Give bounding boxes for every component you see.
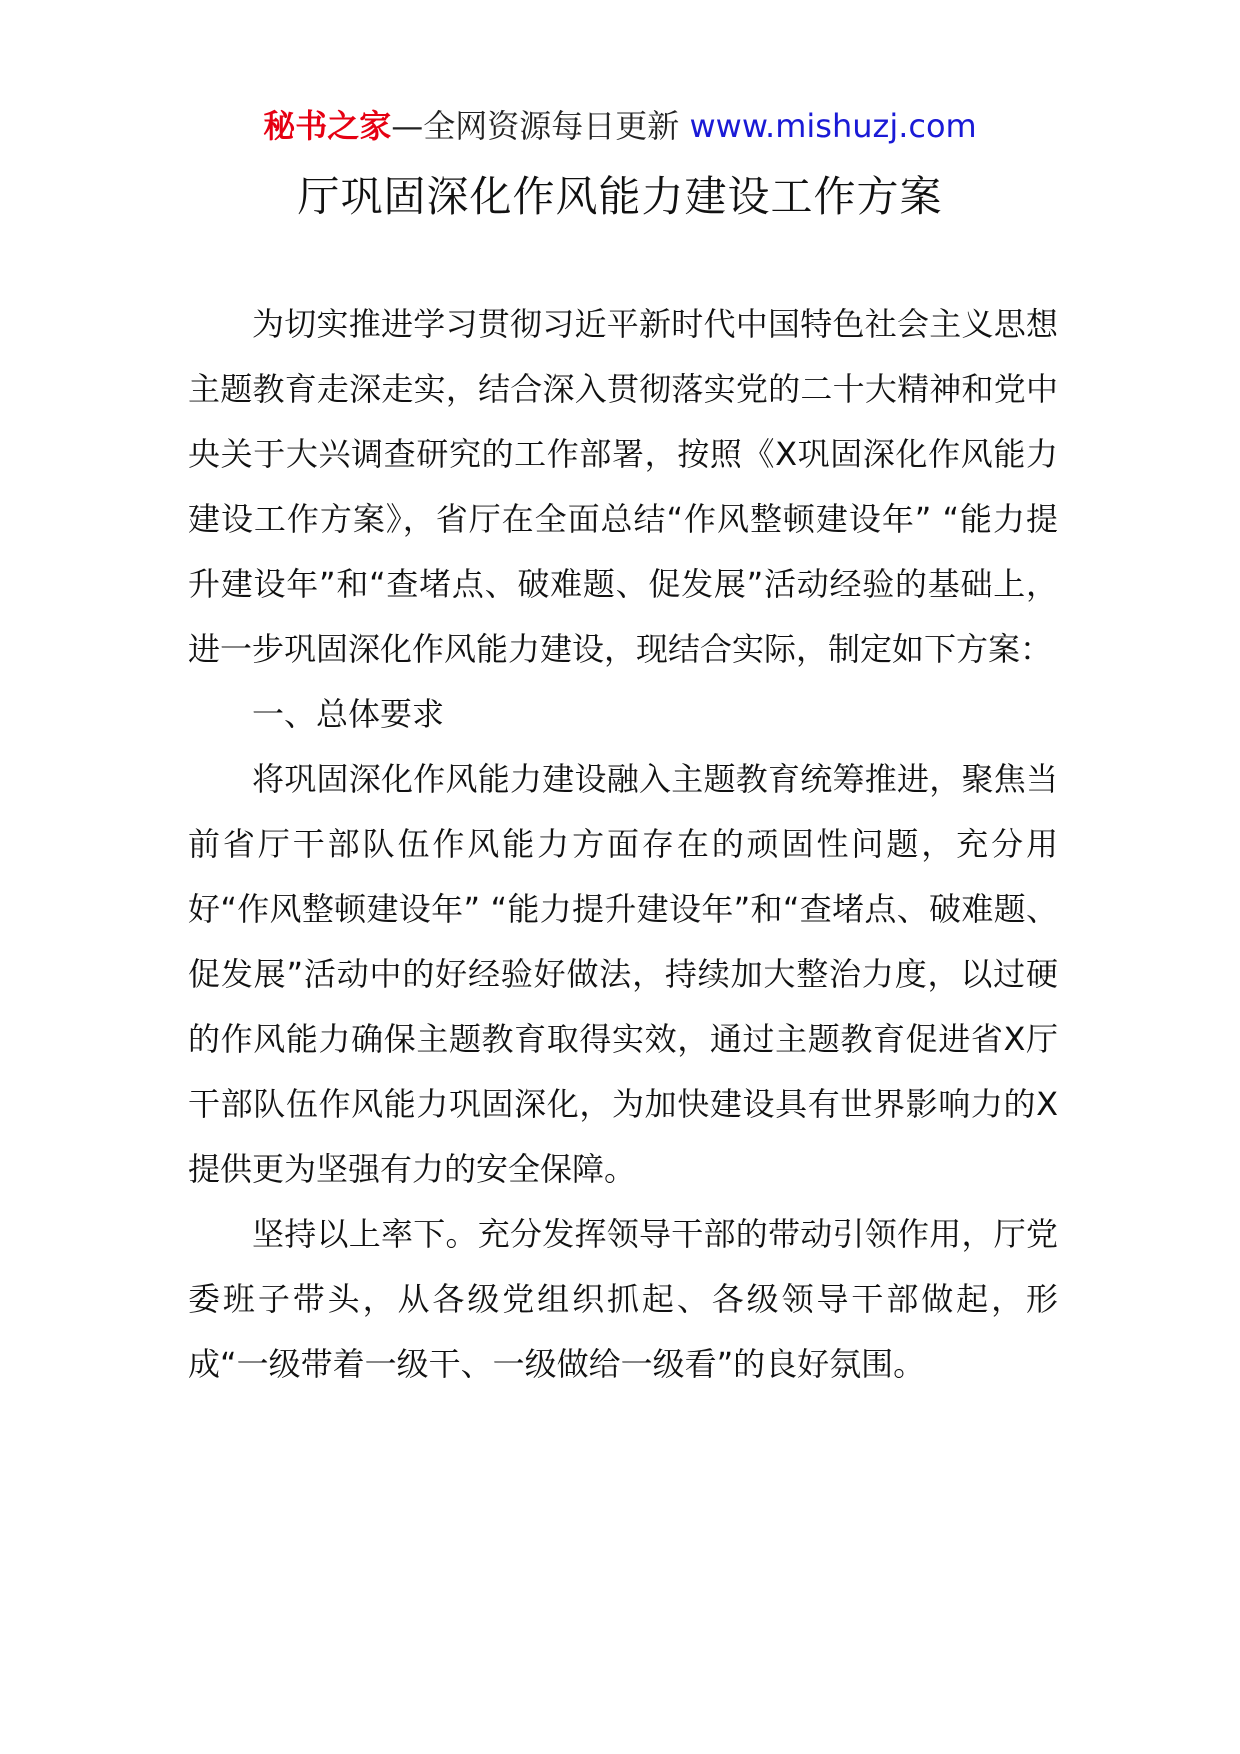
document-title: 厅巩固深化作风能力建设工作方案 bbox=[297, 172, 943, 221]
leadership-principle-paragraph: 坚持以上率下。充分发挥领导干部的带动引领作用，厅党委班子带头，从各级党组织抓起、各级领导干部做起，形成“一级带着一级干、一级做给一级看”的良好氛围。 bbox=[188, 1215, 1058, 1383]
document-body bbox=[188, 292, 1058, 1397]
site-url-link[interactable]: www.mishuzj.com bbox=[689, 107, 977, 145]
site-header bbox=[0, 104, 1240, 148]
section-heading-general-requirements: 一、总体要求 bbox=[252, 695, 445, 733]
site-tagline: —全网资源每日更新 bbox=[391, 107, 690, 145]
intro-paragraph: 为切实推进学习贯彻习近平新时代中国特色社会主义思想主题教育走深走实，结合深入贯彻落实党的二十大精神和党中央关于大兴调查研究的工作部署，按照《X巩固深化作风能力建设工作方案》，省厅在全面总结“作风整顿建设年” “能力提升建设年”和“查堵点、破难题、促发展”活动经验的基础上，进一步巩固深化作风能力建设，现结合实际，制定如下方案： bbox=[188, 305, 1058, 668]
site-brand: 秘书之家 bbox=[263, 107, 392, 145]
general-requirements-paragraph: 将巩固深化作风能力建设融入主题教育统筹推进，聚焦当前省厅干部队伍作风能力方面存在的顽固性问题，充分用好“作风整顿建设年” “能力提升建设年”和“查堵点、破难题、促发展”活动中的好经验好做法，持续加大整治力度，以过硬的作风能力确保主题教育取得实效，通过主题教育促进省X厅干部队伍作风能力巩固深化，为加快建设具有世界影响力的X提供更为坚强有力的安全保障。 bbox=[188, 760, 1058, 1188]
